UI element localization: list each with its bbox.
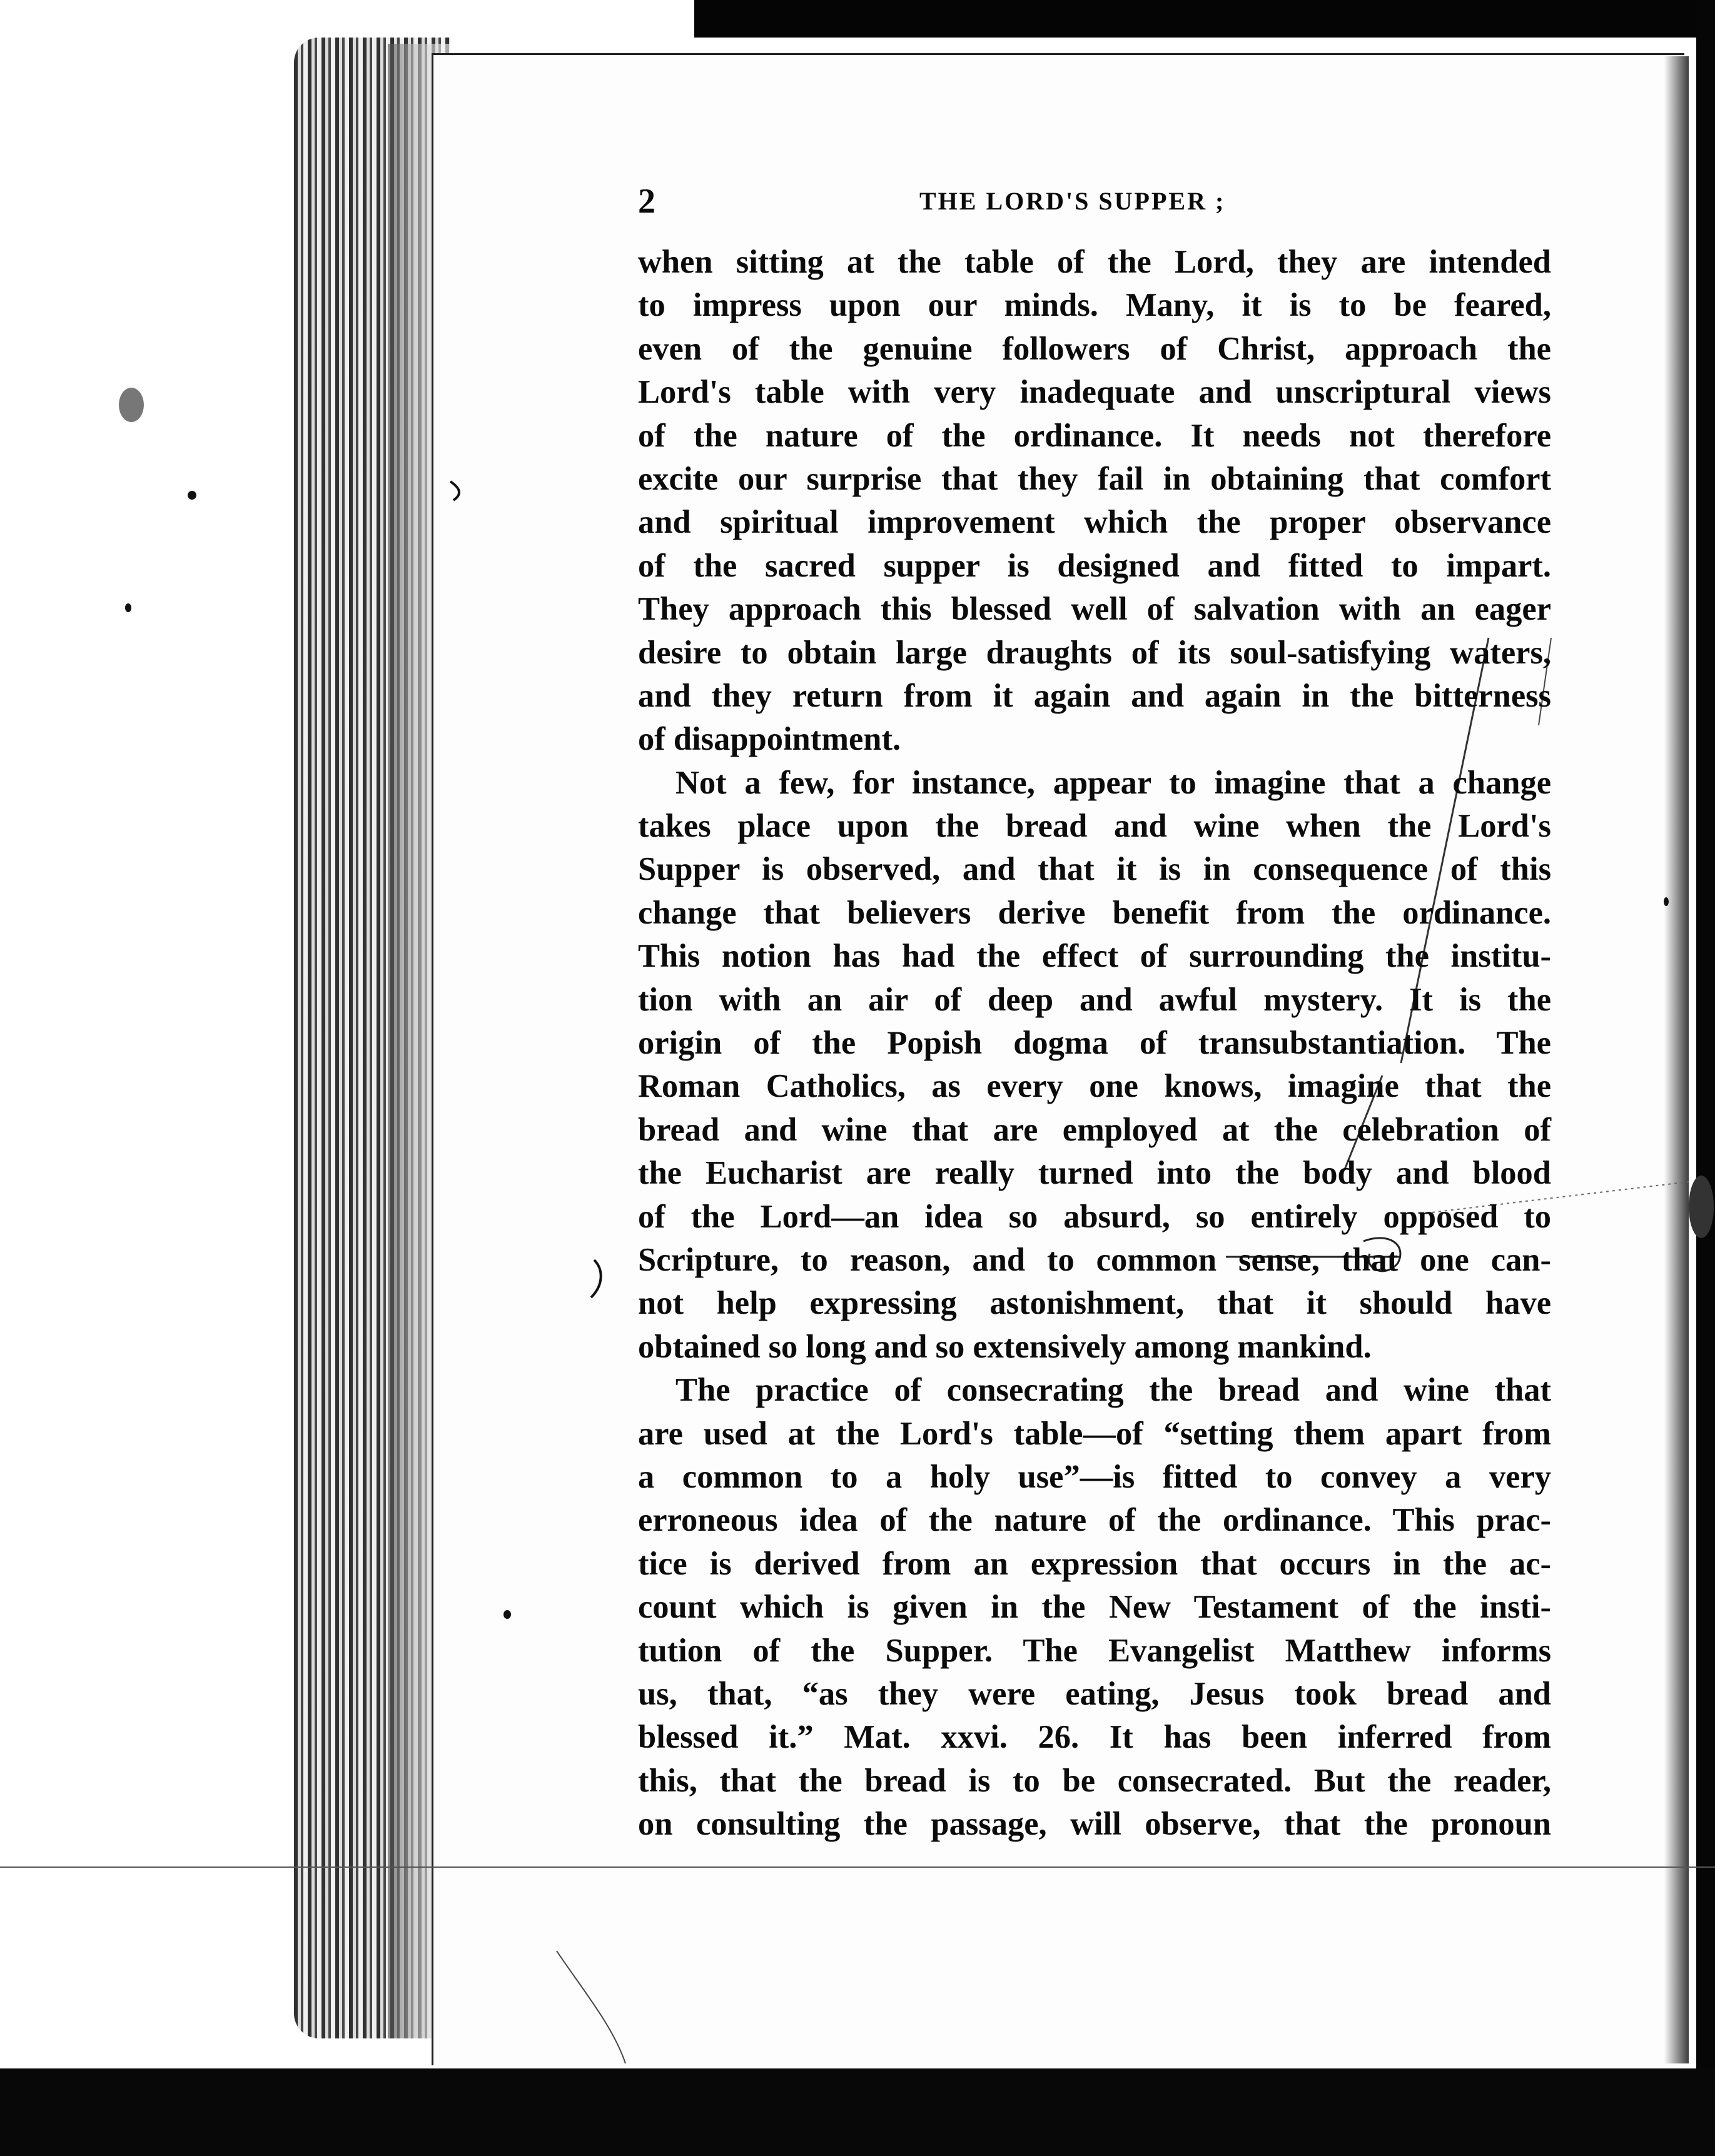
text-line: The practice of consecrating the bread and wine that	[675, 1372, 1551, 1409]
page-gutter-shadow	[1664, 56, 1689, 2063]
text-line: erroneous idea of the nature of the ordinance. This prac-	[638, 1502, 1551, 1539]
text-line: Lord's table with very inadequate and unscriptural views	[638, 374, 1551, 411]
text-line: Not a few, for instance, appear to imagine that a change	[675, 764, 1551, 801]
text-line: us, that, “as they were eating, Jesus took bread and	[638, 1675, 1551, 1712]
text-line: excite our surprise that they fail in obtaining that comfort	[638, 460, 1551, 497]
text-line: when sitting at the table of the Lord, they are intended	[638, 244, 1551, 280]
scan-artifact-line	[0, 1866, 1715, 1868]
text-line: tion with an air of deep and awful mystery. It is the	[638, 981, 1551, 1018]
text-line: desire to obtain large draughts of its soul-satisfying waters,	[638, 634, 1551, 671]
text-line: and spiritual improvement which the proper observance	[638, 504, 1551, 541]
text-line: Roman Catholics, as every one knows, imagine that the	[638, 1068, 1551, 1105]
ink-speck	[1664, 897, 1669, 906]
text-line: count which is given in the New Testament of the insti-	[638, 1589, 1551, 1626]
text-line: of the Lord—an idea so absurd, so entirely opposed to	[638, 1198, 1551, 1235]
text-line: Supper is observed, and that it is in consequence of this	[638, 851, 1551, 888]
text-line: even of the genuine followers of Christ, approach the	[638, 330, 1551, 367]
running-header	[638, 181, 1514, 231]
text-line: This notion has had the effect of surrounding the institu-	[638, 938, 1551, 975]
ink-speck	[503, 1610, 511, 1619]
text-line: of disappointment.	[638, 721, 901, 758]
ink-speck	[125, 603, 131, 612]
body-text	[638, 241, 1551, 1846]
text-line: a common to a holy use”—is fitted to convey a very	[638, 1458, 1551, 1495]
text-line: blessed it.” Mat. xxvi. 26. It has been inferred from	[638, 1719, 1551, 1756]
text-line: and they return from it again and again in the bitterness	[638, 677, 1551, 714]
text-line: of the nature of the ordinance. It needs not therefore	[638, 417, 1551, 454]
text-line: to impress upon our minds. Many, it is to be feared,	[638, 287, 1551, 324]
scanner-background-bottom	[0, 2068, 1715, 2156]
text-line: Scripture, to reason, and to common sense, that one can-	[638, 1241, 1551, 1278]
scanner-background-top	[694, 0, 1715, 38]
text-line: are used at the Lord's table—of “setting them apart from	[638, 1415, 1551, 1452]
text-line: on consulting the passage, will observe, that the pronoun	[638, 1806, 1551, 1843]
text-line: of the sacred supper is designed and fitted to impart.	[638, 547, 1551, 584]
page-number: 2	[638, 182, 655, 221]
running-title: THE LORD'S SUPPER ;	[919, 187, 1226, 215]
text-line: obtained so long and so extensively among mankind.	[638, 1328, 1372, 1365]
text-line: tution of the Supper. The Evangelist Matthew informs	[638, 1632, 1551, 1669]
ink-speck	[188, 491, 196, 500]
text-line: bread and wine that are employed at the celebration of	[638, 1111, 1551, 1148]
text-line: They approach this blessed well of salvation with an eager	[638, 591, 1551, 628]
text-line: origin of the Popish dogma of transubstantiation. The	[638, 1025, 1551, 1062]
text-line: the Eucharist are really turned into the body and blood	[638, 1155, 1551, 1192]
ink-speck	[119, 388, 144, 422]
text-line: not help expressing astonishment, that it should have	[638, 1285, 1551, 1322]
text-line: change that believers derive benefit from the ordinance.	[638, 894, 1551, 931]
text-line: tice is derived from an expression that occurs in the ac-	[638, 1545, 1551, 1582]
ink-speck	[1689, 1176, 1714, 1238]
scanner-background-right	[1696, 0, 1715, 2156]
text-line: this, that the bread is to be consecrated. But the reader,	[638, 1762, 1551, 1799]
text-line: takes place upon the bread and wine when the Lord's	[638, 808, 1551, 845]
